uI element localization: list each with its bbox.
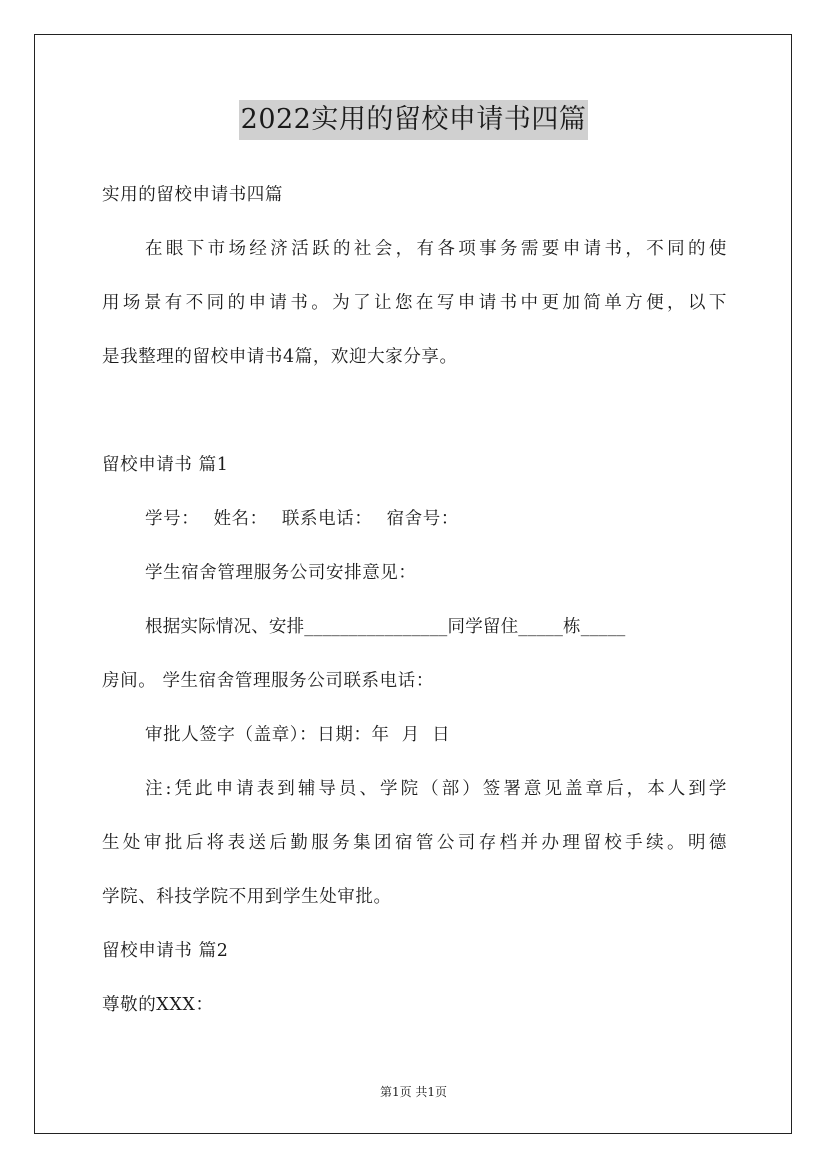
- intro-paragraph-line-1: 在眼下市场经济活跃的社会，有各项事务需要申请书，不同的使: [145, 239, 727, 259]
- intro-paragraph-line-3: 是我整理的留校申请书4篇，欢迎大家分享。: [102, 347, 458, 367]
- section-heading-2: 留校申请书 篇2: [102, 941, 229, 961]
- arrangement-opinion-line: 学生宿舍管理服务公司安排意见：: [145, 563, 417, 583]
- page-footer: 第1页 共1页: [379, 1085, 448, 1099]
- title-container: [0, 100, 827, 140]
- intro-paragraph-line-2: 用场景有不同的申请书。为了让您在写申请书中更加简单方便，以下: [102, 293, 727, 313]
- arrangement-detail-line: 根据实际情况、安排________________同学留住_____栋_____: [145, 617, 626, 637]
- note-paragraph-line-2: 生处审批后将表送后勤服务集团宿管公司存档并办理留校手续。明德: [102, 833, 727, 853]
- salutation-line: 尊敬的XXX：: [102, 995, 214, 1015]
- note-paragraph-line-1: 注:凭此申请表到辅导员、学院（部）签署意见盖章后，本人到学: [145, 779, 727, 799]
- document-title: 2022实用的留校申请书四篇: [239, 100, 589, 140]
- note-paragraph-line-3: 学院、科技学院不用到学生处审批。: [102, 887, 392, 907]
- room-contact-line: 房间。 学生宿舍管理服务公司联系电话：: [102, 671, 434, 691]
- approval-signature-line: 审批人签字（盖章）：日期：年 月 日: [145, 725, 451, 745]
- form-fields-line: 学号： 姓名： 联系电话： 宿舍号：: [145, 509, 459, 529]
- subtitle-line: 实用的留校申请书四篇: [102, 185, 283, 205]
- section-heading-1: 留校申请书 篇1: [102, 455, 229, 475]
